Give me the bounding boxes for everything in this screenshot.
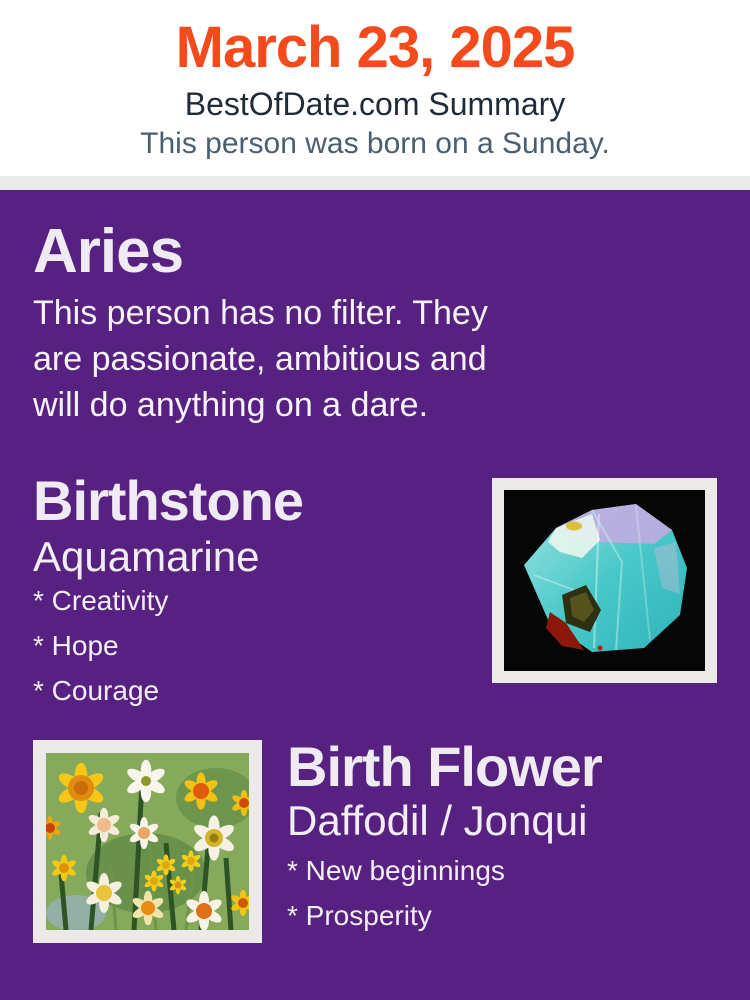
birth-flower-trait: * Prosperity [287,900,432,931]
born-day-note: This person was born on a Sunday. [140,127,610,160]
birthstone-name: Aquamarine [33,533,260,580]
zodiac-description-line: will do anything on a dare. [33,386,429,424]
birth-flower-name: Daffodil / Jonqui [287,797,588,844]
birthstone-trait-list [33,582,168,717]
daffodil-photo-frame [33,740,262,943]
site-summary-title: BestOfDate.com Summary [184,86,566,122]
aquamarine-stone-photo [504,490,705,671]
zodiac-description [33,290,488,428]
header-divider [0,176,750,190]
birthstone-title: Birthstone [33,469,303,532]
birthstone-trait: * Courage [33,675,160,706]
birth-flower-trait-list [287,852,505,942]
zodiac-sign-title: Aries [33,217,184,286]
zodiac-section [0,190,750,1000]
daffodil-flowers-photo [46,753,249,930]
date-heading: March 23, 2025 [175,15,575,80]
aquamarine-photo-frame [492,478,717,683]
birthstone-trait: * Hope [33,630,119,661]
birth-flower-title: Birth Flower [287,735,602,798]
zodiac-description-line: are passionate, ambitious and [33,340,487,378]
zodiac-description-line: This person has no filter. They [33,294,488,332]
birthstone-trait: * Creativity [33,585,169,616]
birth-flower-trait: * New beginnings [287,855,505,886]
